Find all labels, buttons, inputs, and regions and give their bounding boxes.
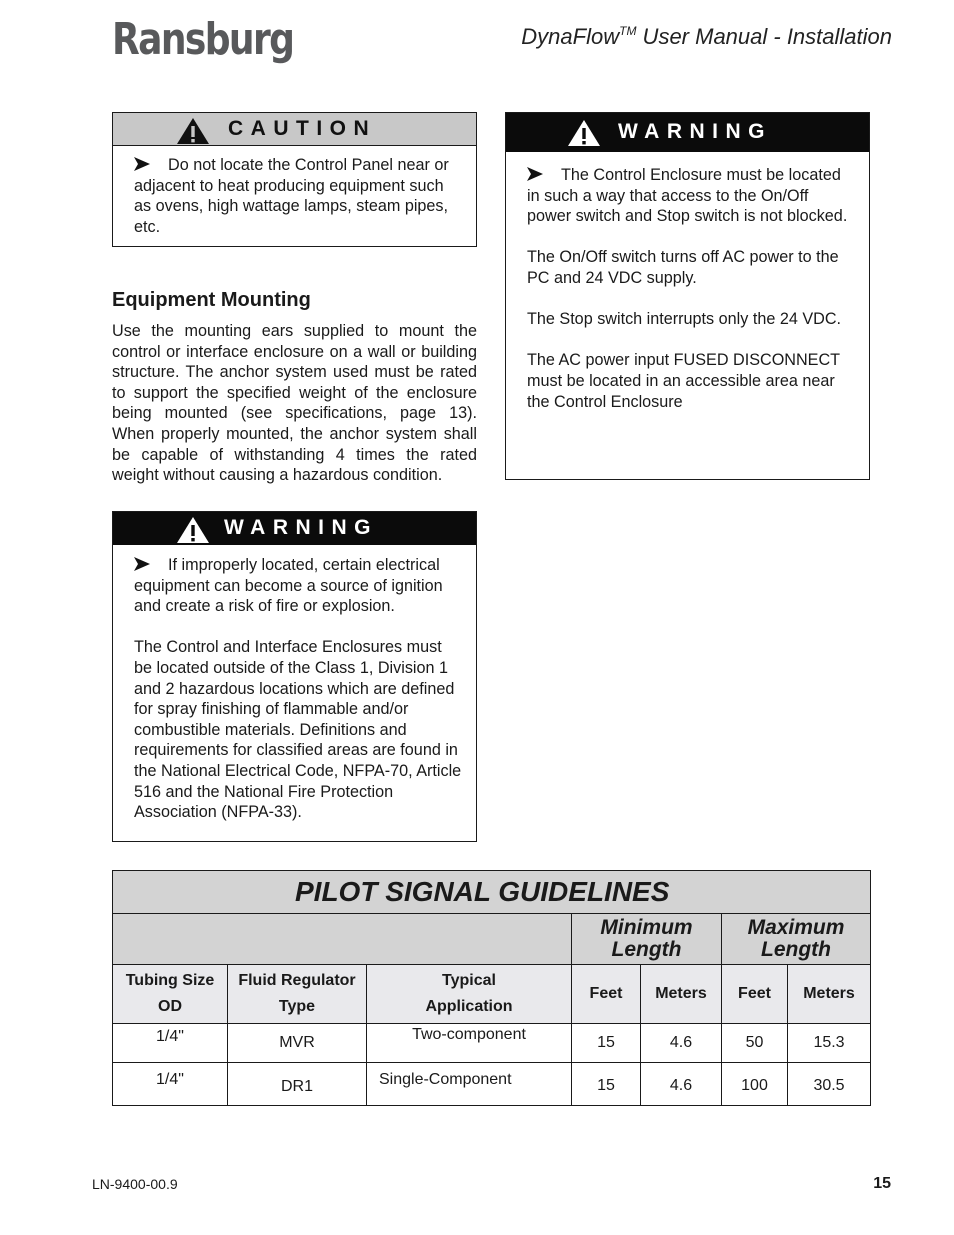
warning-heading-right: WARNING <box>618 120 772 143</box>
table-row <box>113 1024 871 1063</box>
cell-tubing: 1/4" <box>113 1024 228 1063</box>
cell-min-feet: 15 <box>572 1024 641 1063</box>
warning-triangle-icon <box>567 119 601 147</box>
caution-heading: CAUTION <box>228 117 377 140</box>
document-number: LN-9400-00.9 <box>92 1176 178 1192</box>
warning-right-para-2: The On/Off switch turns off AC power to the PC and 24 VDC supply. <box>527 248 839 287</box>
caution-box <box>112 112 477 247</box>
col-application-line-2: Application <box>425 998 513 1015</box>
caution-body <box>113 146 476 237</box>
warning-right-para-4: The AC power input FUSED DISCONNECT must be located in an accessible area near the Control Enclosure <box>527 351 840 411</box>
col-header-min-meters: Meters <box>641 965 722 1024</box>
pilot-signal-table <box>112 870 871 1106</box>
document-title <box>521 24 892 50</box>
warning-right-para-3: The Stop switch interrupts only the 24 VDC. <box>527 310 842 329</box>
arrow-bullet-icon <box>134 557 150 571</box>
cell-max-meters: 30.5 <box>788 1063 871 1106</box>
col-header-application <box>367 965 572 1024</box>
col-regulator-line-1: Fluid Regulator <box>238 972 356 989</box>
warning-heading-left: WARNING <box>224 516 378 539</box>
cell-regulator: MVR <box>228 1024 367 1063</box>
col-application-line-1: Typical <box>442 972 496 989</box>
warning-triangle-icon <box>176 516 210 544</box>
table-row <box>113 1063 871 1106</box>
warning-left-para-2: The Control and Interface Enclosures must be located outside of the Class 1, Division 1 and 2 hazardous locations which are defined for spray finishing of flammable and/or combustible materials. Definitions and requirements for classified areas are found in the National Electrical Code, NFPA-70, Article 516 and the National Fire Protection Association (NFPA-33). <box>134 638 462 822</box>
warning-box-right <box>505 112 870 480</box>
trademark-mark: TM <box>619 24 637 38</box>
title-suffix: User Manual - Installation <box>636 24 892 49</box>
warning-left-para-1: If improperly located, certain electrical equipment can become a source of ignition and create a risk of fire or explosion. <box>134 556 443 616</box>
cell-regulator: DR1 <box>228 1063 367 1106</box>
group-header-minimum <box>572 914 722 965</box>
group-minimum-line-1: Minimum <box>600 916 693 939</box>
cell-max-feet: 100 <box>722 1063 788 1106</box>
col-tubing-line-2: OD <box>158 998 182 1015</box>
caution-text: Do not locate the Control Panel near or adjacent to heat producing equipment such as ovens, high wattage lamps, steam pipes, etc. <box>134 156 449 236</box>
equipment-mounting-heading: Equipment Mounting <box>112 289 311 311</box>
equipment-mounting-text: Use the mounting ears supplied to mount the control or interface enclosure on a wall or building structure. The anchor system used must be rated to support the specified weight of the enclosure being mounted (see specifications, page 13). When properly mounted, the anchor system shall be capable of withstanding 4 times the rated weight without causing a hazardous condition. <box>112 322 477 485</box>
cell-max-meters: 15.3 <box>788 1024 871 1063</box>
cell-tubing: 1/4" <box>113 1063 228 1106</box>
col-header-tubing <box>113 965 228 1024</box>
table-title: PILOT SIGNAL GUIDELINES <box>113 871 871 914</box>
arrow-bullet-icon <box>527 167 543 181</box>
col-header-regulator <box>228 965 367 1024</box>
group-maximum-line-2: Length <box>761 938 831 961</box>
cell-min-meters: 4.6 <box>641 1024 722 1063</box>
caution-header <box>113 113 476 146</box>
warning-header-left <box>113 512 476 545</box>
col-header-min-feet: Feet <box>572 965 641 1024</box>
group-minimum-line-2: Length <box>611 938 682 961</box>
warning-right-para-1: The Control Enclosure must be located in such a way that access to the On/Off power switch and Stop switch is not blocked. <box>527 166 848 226</box>
page-number: 15 <box>873 1175 891 1192</box>
warning-box-left <box>112 511 477 842</box>
cell-max-feet: 50 <box>722 1024 788 1063</box>
arrow-bullet-icon <box>134 157 150 171</box>
caution-triangle-icon <box>176 117 210 145</box>
ransburg-logo: Ransburg <box>112 14 294 65</box>
group-header-maximum <box>722 914 871 965</box>
warning-header-right <box>506 113 869 152</box>
col-regulator-line-2: Type <box>278 998 316 1015</box>
warning-body-left <box>113 545 476 823</box>
col-header-max-feet: Feet <box>722 965 788 1024</box>
cell-application: Two-component <box>367 1024 572 1063</box>
product-name: DynaFlow <box>521 24 620 49</box>
cell-min-feet: 15 <box>572 1063 641 1106</box>
col-tubing-line-1: Tubing Size <box>125 972 215 989</box>
cell-min-meters: 4.6 <box>641 1063 722 1106</box>
cell-application: Single-Component <box>367 1063 572 1106</box>
col-header-max-meters: Meters <box>788 965 871 1024</box>
group-maximum-line-1: Maximum <box>747 916 845 939</box>
warning-body-right <box>506 152 869 412</box>
group-header-blank <box>113 914 572 965</box>
